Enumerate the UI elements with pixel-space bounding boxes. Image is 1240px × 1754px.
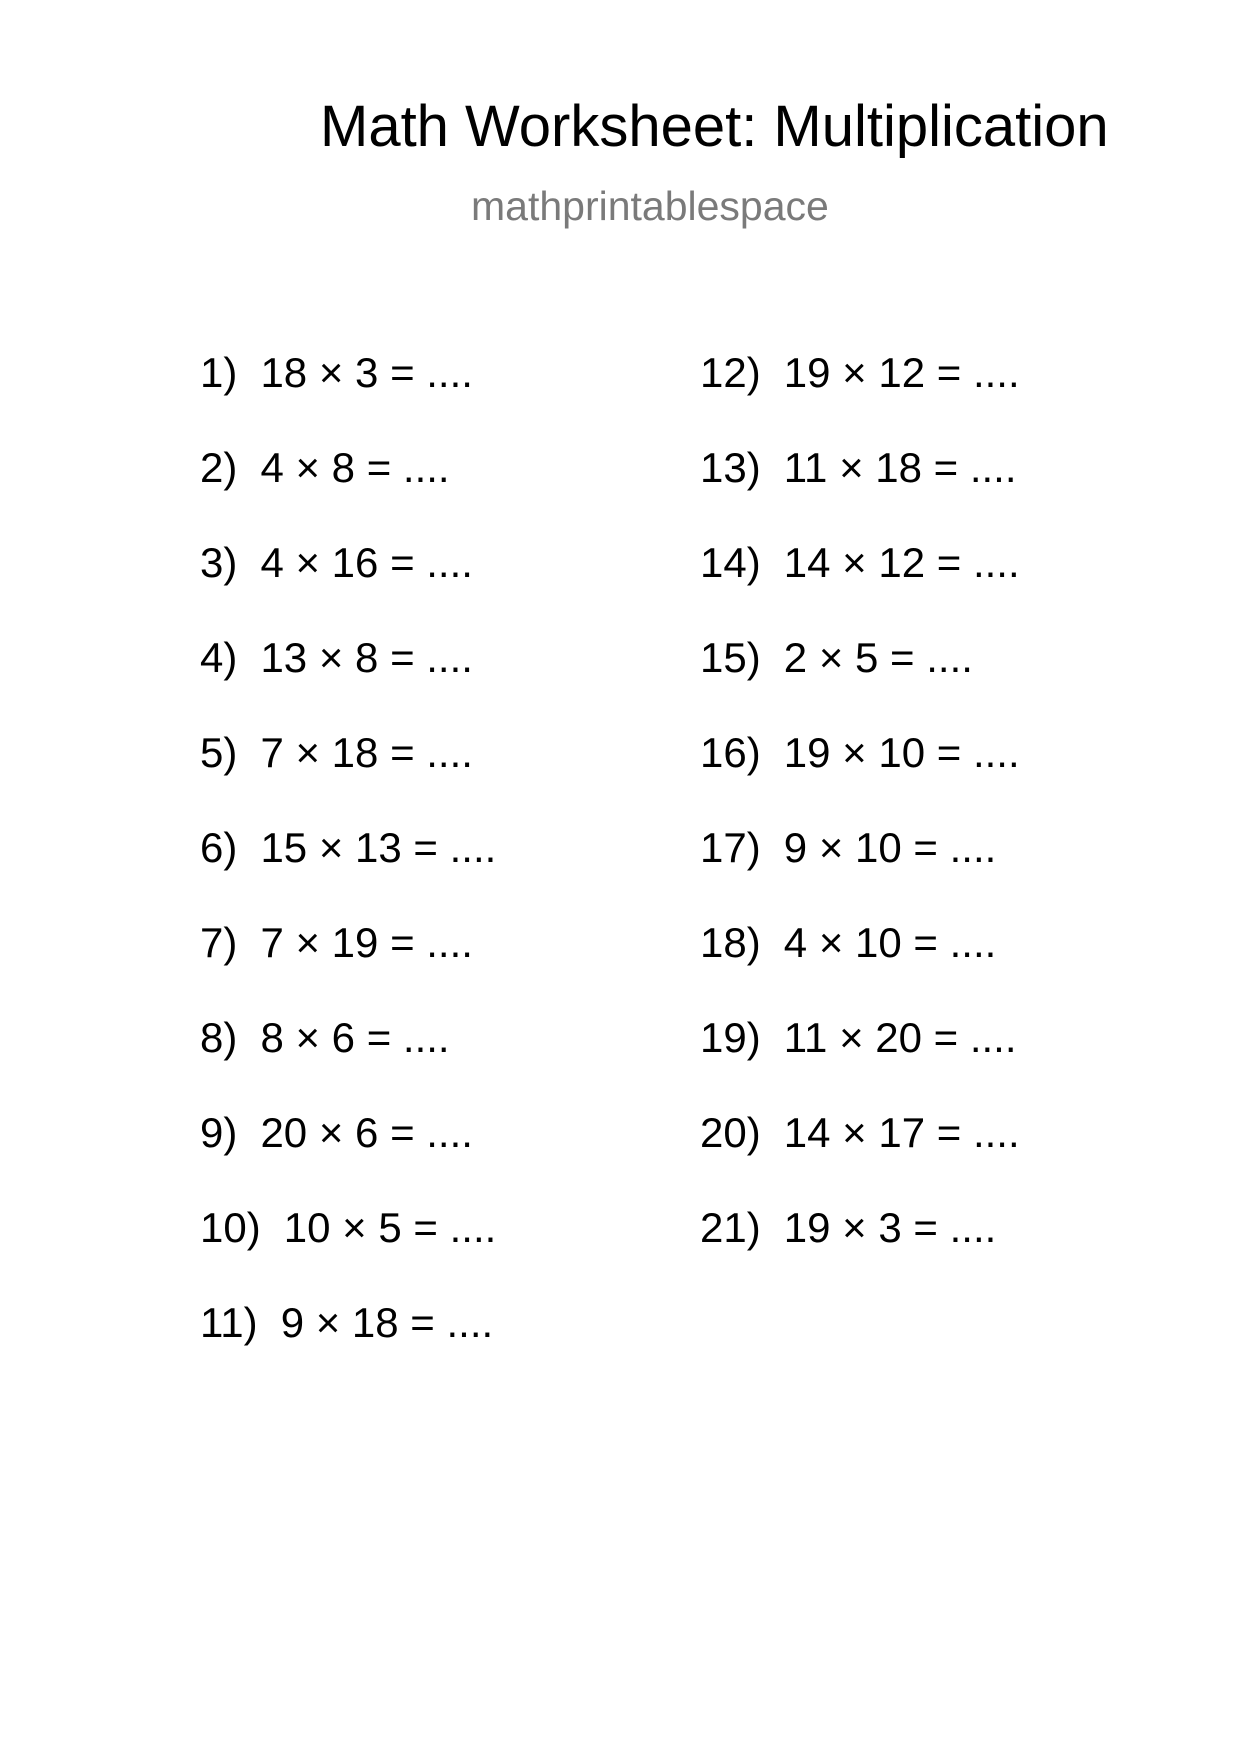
problem-number: 18) xyxy=(700,919,761,966)
problem-expression: 9 × 18 = .... xyxy=(280,1299,494,1346)
problem-expression: 11 × 20 = .... xyxy=(783,1014,1017,1061)
problem-number: 10) xyxy=(200,1204,261,1251)
problem-item xyxy=(200,539,496,637)
problem-number: 4) xyxy=(200,634,238,681)
problem-item xyxy=(700,1204,1020,1302)
page-title: Math Worksheet: Multiplication xyxy=(320,94,1109,159)
problem-item xyxy=(700,634,1020,732)
problem-number: 16) xyxy=(700,729,761,776)
problem-number: 2) xyxy=(200,444,238,491)
problem-item xyxy=(200,1299,496,1397)
problem-column-left xyxy=(200,349,497,1397)
problem-item xyxy=(200,1204,497,1302)
problem-expression: 2 × 5 = .... xyxy=(783,634,973,681)
problem-number: 7) xyxy=(200,919,238,966)
problem-expression: 9 × 10 = .... xyxy=(783,824,997,871)
problem-number: 8) xyxy=(200,1014,238,1061)
problem-item xyxy=(200,634,496,732)
problem-number: 1) xyxy=(200,349,238,396)
problem-expression: 4 × 16 = .... xyxy=(260,539,473,586)
problem-number: 21) xyxy=(700,1204,761,1251)
problem-item xyxy=(200,1014,496,1112)
problem-expression: 13 × 8 = .... xyxy=(260,634,473,681)
problem-item xyxy=(700,349,1020,447)
problem-item xyxy=(200,729,496,827)
problem-expression: 11 × 18 = .... xyxy=(783,444,1017,491)
problem-item xyxy=(700,444,1020,542)
problem-expression: 4 × 10 = .... xyxy=(783,919,997,966)
problem-number: 20) xyxy=(700,1109,761,1156)
problem-expression: 15 × 13 = .... xyxy=(260,824,497,871)
problem-number: 6) xyxy=(200,824,238,871)
problem-number: 3) xyxy=(200,539,238,586)
problem-expression: 19 × 3 = .... xyxy=(783,1204,997,1251)
problem-expression: 18 × 3 = .... xyxy=(260,349,473,396)
problem-expression: 7 × 18 = .... xyxy=(260,729,473,776)
problem-expression: 20 × 6 = .... xyxy=(260,1109,473,1156)
problem-item xyxy=(200,349,496,447)
problem-number: 14) xyxy=(700,539,761,586)
problem-item xyxy=(700,1014,1020,1112)
problem-expression: 4 × 8 = .... xyxy=(260,444,450,491)
problem-item xyxy=(700,919,1020,1017)
problem-expression: 14 × 12 = .... xyxy=(783,539,1020,586)
problem-expression: 8 × 6 = .... xyxy=(260,1014,450,1061)
problem-number: 17) xyxy=(700,824,761,871)
problem-expression: 7 × 19 = .... xyxy=(260,919,473,966)
problem-expression: 19 × 12 = .... xyxy=(783,349,1020,396)
problem-number: 11) xyxy=(200,1299,258,1346)
problem-item xyxy=(200,824,497,922)
problem-column-right xyxy=(700,349,1020,1302)
problem-item xyxy=(200,919,496,1017)
problem-expression: 10 × 5 = .... xyxy=(283,1204,497,1251)
page-subtitle: mathprintablespace xyxy=(471,183,829,229)
problem-number: 19) xyxy=(700,1014,761,1061)
problem-item xyxy=(200,444,496,542)
problem-number: 12) xyxy=(700,349,761,396)
problem-item xyxy=(700,824,1020,922)
problem-number: 5) xyxy=(200,729,238,776)
problem-item xyxy=(200,1109,496,1207)
problem-item xyxy=(700,1109,1020,1207)
problem-number: 13) xyxy=(700,444,761,491)
problem-number: 9) xyxy=(200,1109,238,1156)
problem-expression: 19 × 10 = .... xyxy=(783,729,1020,776)
problem-item xyxy=(700,729,1020,827)
problem-item xyxy=(700,539,1020,637)
problem-number: 15) xyxy=(700,634,761,681)
problem-expression: 14 × 17 = .... xyxy=(783,1109,1020,1156)
